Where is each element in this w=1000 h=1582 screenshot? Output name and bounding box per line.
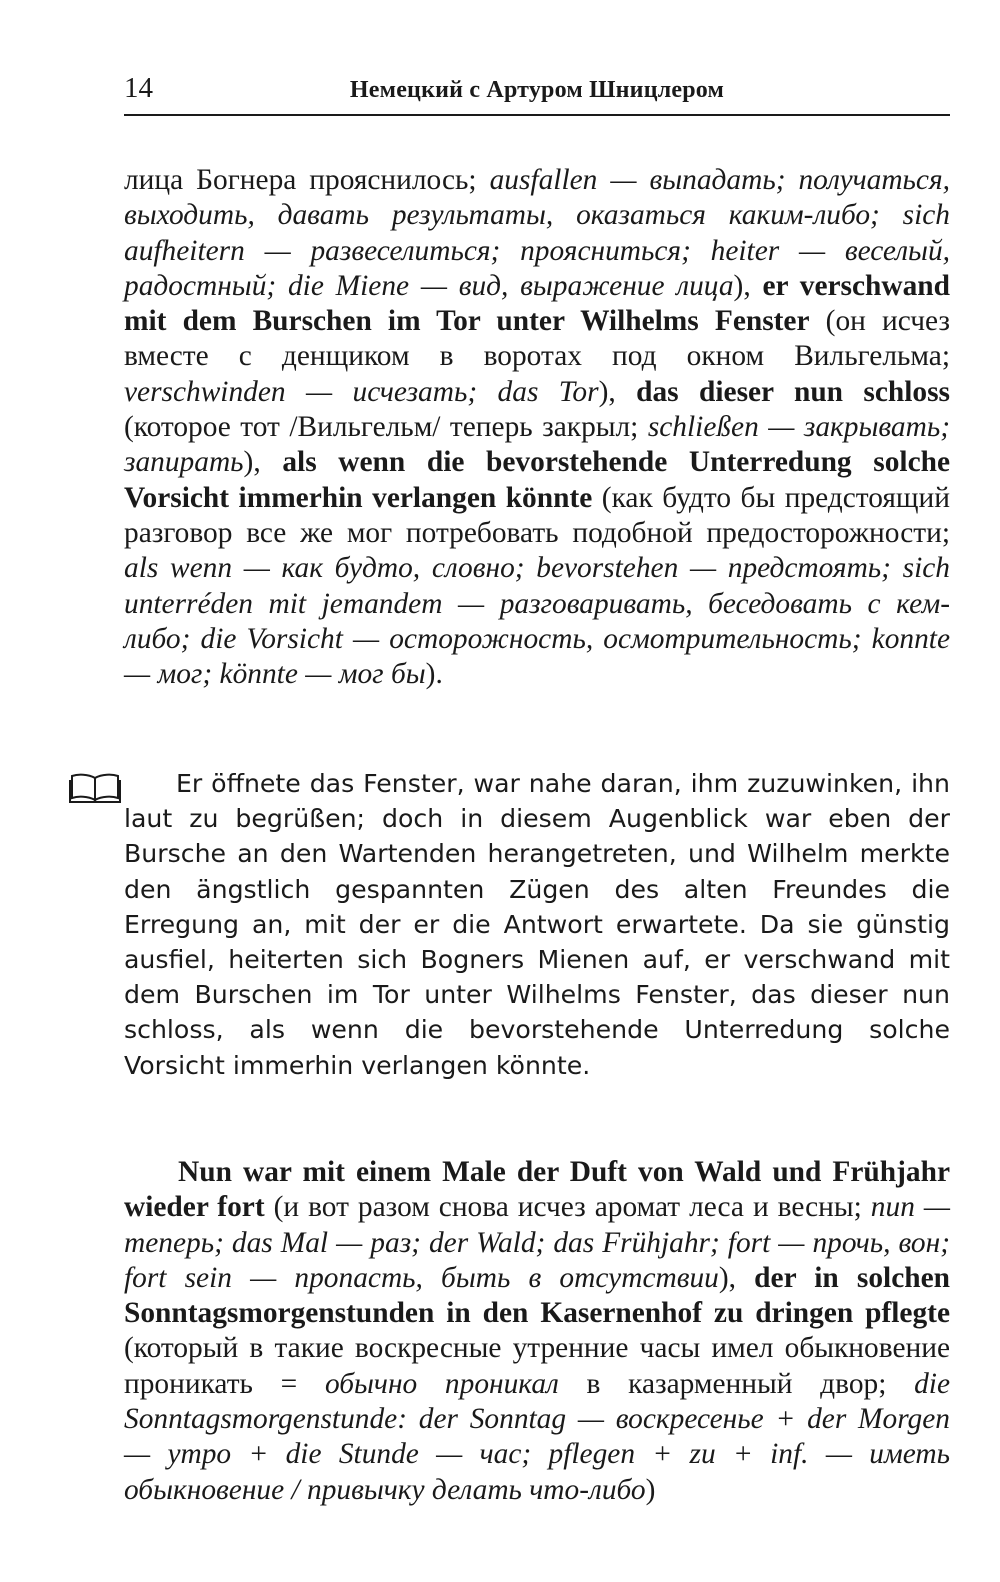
german-phrase: das dieser nun schloss bbox=[636, 375, 950, 408]
vocabulary-note: die Sonntagsmorgenstunde: der Sonntag — воскресенье + der Morgen — утро + die Stunde — час; pflegen + zu + inf. — иметь обыкновение / привычку делать что-либо bbox=[124, 1367, 950, 1506]
translation-text: ) bbox=[645, 1473, 656, 1506]
running-title: Немецкий с Артуром Шницлером bbox=[349, 77, 725, 103]
original-text bbox=[124, 766, 950, 1083]
translation-text: ). bbox=[425, 658, 443, 691]
german-phrase: Nun war mit einem Male der Duft von Wald und Frühjahr wieder fort bbox=[124, 1156, 950, 1224]
vocabulary-note: nun — теперь; das Mal — раз; der Wald; das Frühjahr; fort — прочь, вон; fort sein — пропасть, быть в отсутствии bbox=[124, 1191, 950, 1294]
original-text-block bbox=[68, 766, 950, 1108]
vocabulary-note: ausfallen — выпадать; получаться, выходить, давать результаты, оказаться каким-либо; sich aufheitern — развеселиться; проясниться; heiter — веселый, радостный; die Miene — вид, выражение лица bbox=[124, 164, 950, 302]
translation-text: ), bbox=[598, 375, 637, 408]
translation-text: (он исчез вместе с денщиком в воротах под окном Вильгельма; bbox=[124, 305, 950, 373]
translation-text: ), bbox=[733, 269, 763, 302]
vocabulary-note: als wenn — как будто, словно; bevorstehen — предстоять; sich unterréden mit jemandem — разговаривать, беседовать с кем-либо; die Vorsicht — осторожность, осмотрительность; konnte — мог; könnte — мог бы bbox=[124, 552, 950, 691]
translation-text: ), bbox=[243, 446, 283, 479]
translation-text: в казарменный двор; bbox=[558, 1367, 915, 1400]
german-phrase: er verschwand mit dem Burschen im Tor unter Wilhelms Fenster bbox=[124, 269, 950, 338]
translation-text: (и вот разом снова исчез аромат леса и весны; bbox=[264, 1191, 871, 1224]
page-number: 14 bbox=[124, 72, 153, 104]
vocabulary-note: verschwinden — исчезать; das Tor bbox=[124, 375, 599, 408]
german-phrase: als wenn die bevorstehende Unterredung solche Vorsicht immerhin verlangen könnte bbox=[124, 446, 950, 514]
commentary-paragraph-2 bbox=[124, 1155, 950, 1508]
translation-text: лица Богнера прояснилось; bbox=[124, 164, 490, 196]
original-text-body: Er öffnete das Fenster, war nahe daran, ihm zuzuwinken, ihn laut zu begrüßen; doch in diesem Augenblick war eben der Bursche an den Wartenden herangetreten, und Wilhelm merkte den ängstlich gespannten Zügen des alten Freundes die Erregung an, mit der er die Antwort erwartete. Da sie günstig ausfiel, heiterten sich Bogners Mienen auf, er verschwand mit dem Burschen im Tor unter Wilhelms Fenster, das dieser nun schloss, als wenn die bevorstehende Unterredung solche Vorsicht immerhin verlangen könnte. bbox=[124, 769, 950, 1080]
translation-text: (которое тот /Вильгельм/ теперь закрыл; bbox=[124, 411, 648, 444]
commentary-paragraph-1 bbox=[124, 163, 950, 692]
page-header bbox=[124, 70, 950, 116]
german-phrase: der in solchen Sonntagsmorgenstunden in den Kasernenhof zu dringen pflegte bbox=[124, 1261, 950, 1330]
translation-text: (который в такие воскресные утренние часы имел обыкновение проникать = bbox=[124, 1332, 950, 1400]
vocabulary-note: schließen — закрывать; запирать bbox=[124, 411, 950, 479]
translation-text: (как будто бы предстоящий разговор все же мог потребовать подобной предосторожности; bbox=[124, 481, 950, 549]
translation-text: ), bbox=[718, 1261, 755, 1294]
vocabulary-note: обычно проникал bbox=[324, 1367, 559, 1400]
open-book-icon bbox=[68, 772, 122, 804]
